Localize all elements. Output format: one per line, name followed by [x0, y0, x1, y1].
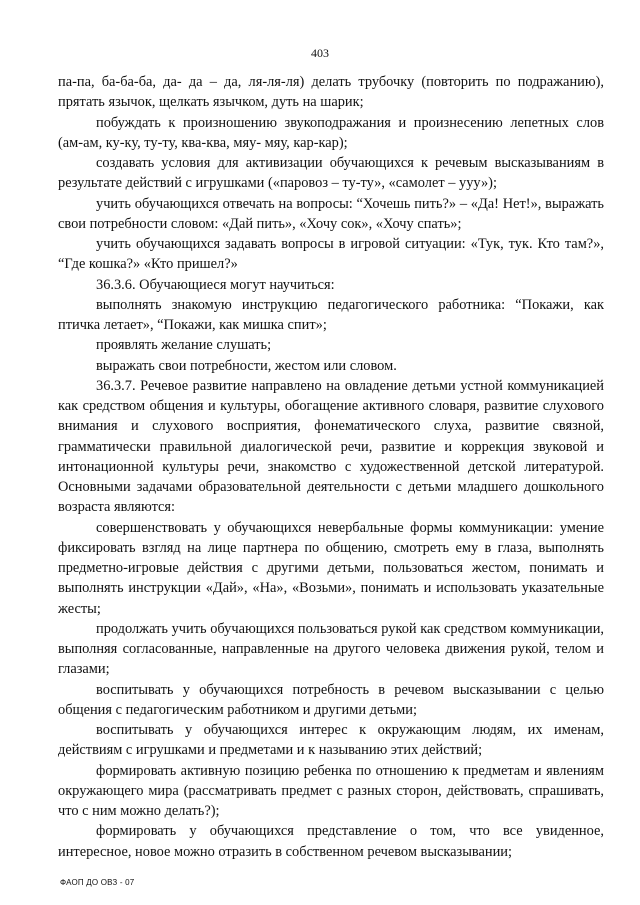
paragraph: проявлять желание слушать;	[96, 337, 272, 354]
paragraph: побуждать к произношению звукоподражания и произнесению лепетных слов (ам-ам, ку-ку, ту-ту, ква-ква, мяу- мяу, кар-кар);	[58, 114, 604, 151]
section-heading: 36.3.6. Обучающиеся могут научиться:	[96, 276, 335, 293]
paragraph: совершенствовать у обучающихся невербальные формы коммуникации: умение фиксировать взгляд на лице партнера по общению, смотреть ему в глаза, выполнять предметно-игровые действия с другими детьми, пользоваться жестом, понимать и выполнять инструкции «Дай», «На», «Возьми», понимать и использовать указательные жесты;	[58, 519, 604, 617]
paragraph: формировать у обучающихся представление о том, что все увиденное, интересное, новое можно отразить в собственном речевом высказывании;	[58, 823, 604, 860]
paragraph: выражать свои потребности, жестом или словом.	[96, 357, 397, 374]
body-text	[58, 72, 604, 862]
paragraph: учить обучающихся отвечать на вопросы: “Хочешь пить?» – «Да! Нет!», выражать свои потребности словом: «Дай пить», «Хочу сок», «Хочу спать»;	[58, 195, 604, 232]
paragraph: продолжать учить обучающихся пользоваться рукой как средством коммуникации, выполняя согласованные, направленные на другого человека движения рукой, телом и глазами;	[58, 620, 604, 678]
paragraph: воспитывать у обучающихся интерес к окружающим людям, их именам, действиям с игрушками и предметами и к называнию этих действий;	[58, 722, 604, 759]
paragraph: воспитывать у обучающихся потребность в речевом высказывании с целью общения с педагогическим работником и другими детьми;	[58, 681, 604, 718]
paragraph: па-па, ба-ба-ба, да- да – да, ля-ля-ля) делать трубочку (повторить по подражанию), прятать язычок, щелкать язычком, дуть на шарик;	[58, 74, 604, 111]
paragraph: выполнять знакомую инструкцию педагогического работника: “Покажи, как птичка летает», “Покажи, как мишка спит»;	[58, 296, 604, 333]
footer-label: ФАОП ДО ОВЗ - 07	[60, 878, 135, 887]
paragraph: 36.3.7. Речевое развитие направлено на овладение детьми устной коммуникацией как средством общения и культуры, обогащение активного словаря, развитие слухового внимания и слухового восприятия, фонематического слуха, развитие связной, грамматически правильной диалогической речи, развитие и коррекция звуковой и интонационной культуры речи, знакомство с художественной детской литературой. Основными задачами образовательной деятельности с детьми младшего дошкольного возраста являются:	[58, 377, 604, 516]
paragraph: формировать активную позицию ребенка по отношению к предметам и явлениям окружающего мира (рассматривать предмет с разных сторон, действовать, спрашивать, что с ним можно делать?);	[58, 762, 604, 819]
paragraph: создавать условия для активизации обучающихся к речевым высказываниям в результате действий с игрушками («паровоз – ту-ту», «самолет – ууу»);	[58, 155, 604, 192]
page-number: 403	[311, 46, 329, 60]
paragraph: учить обучающихся задавать вопросы в игровой ситуации: «Тук, тук. Кто там?», “Где кошка?» «Кто пришел?»	[58, 236, 604, 273]
